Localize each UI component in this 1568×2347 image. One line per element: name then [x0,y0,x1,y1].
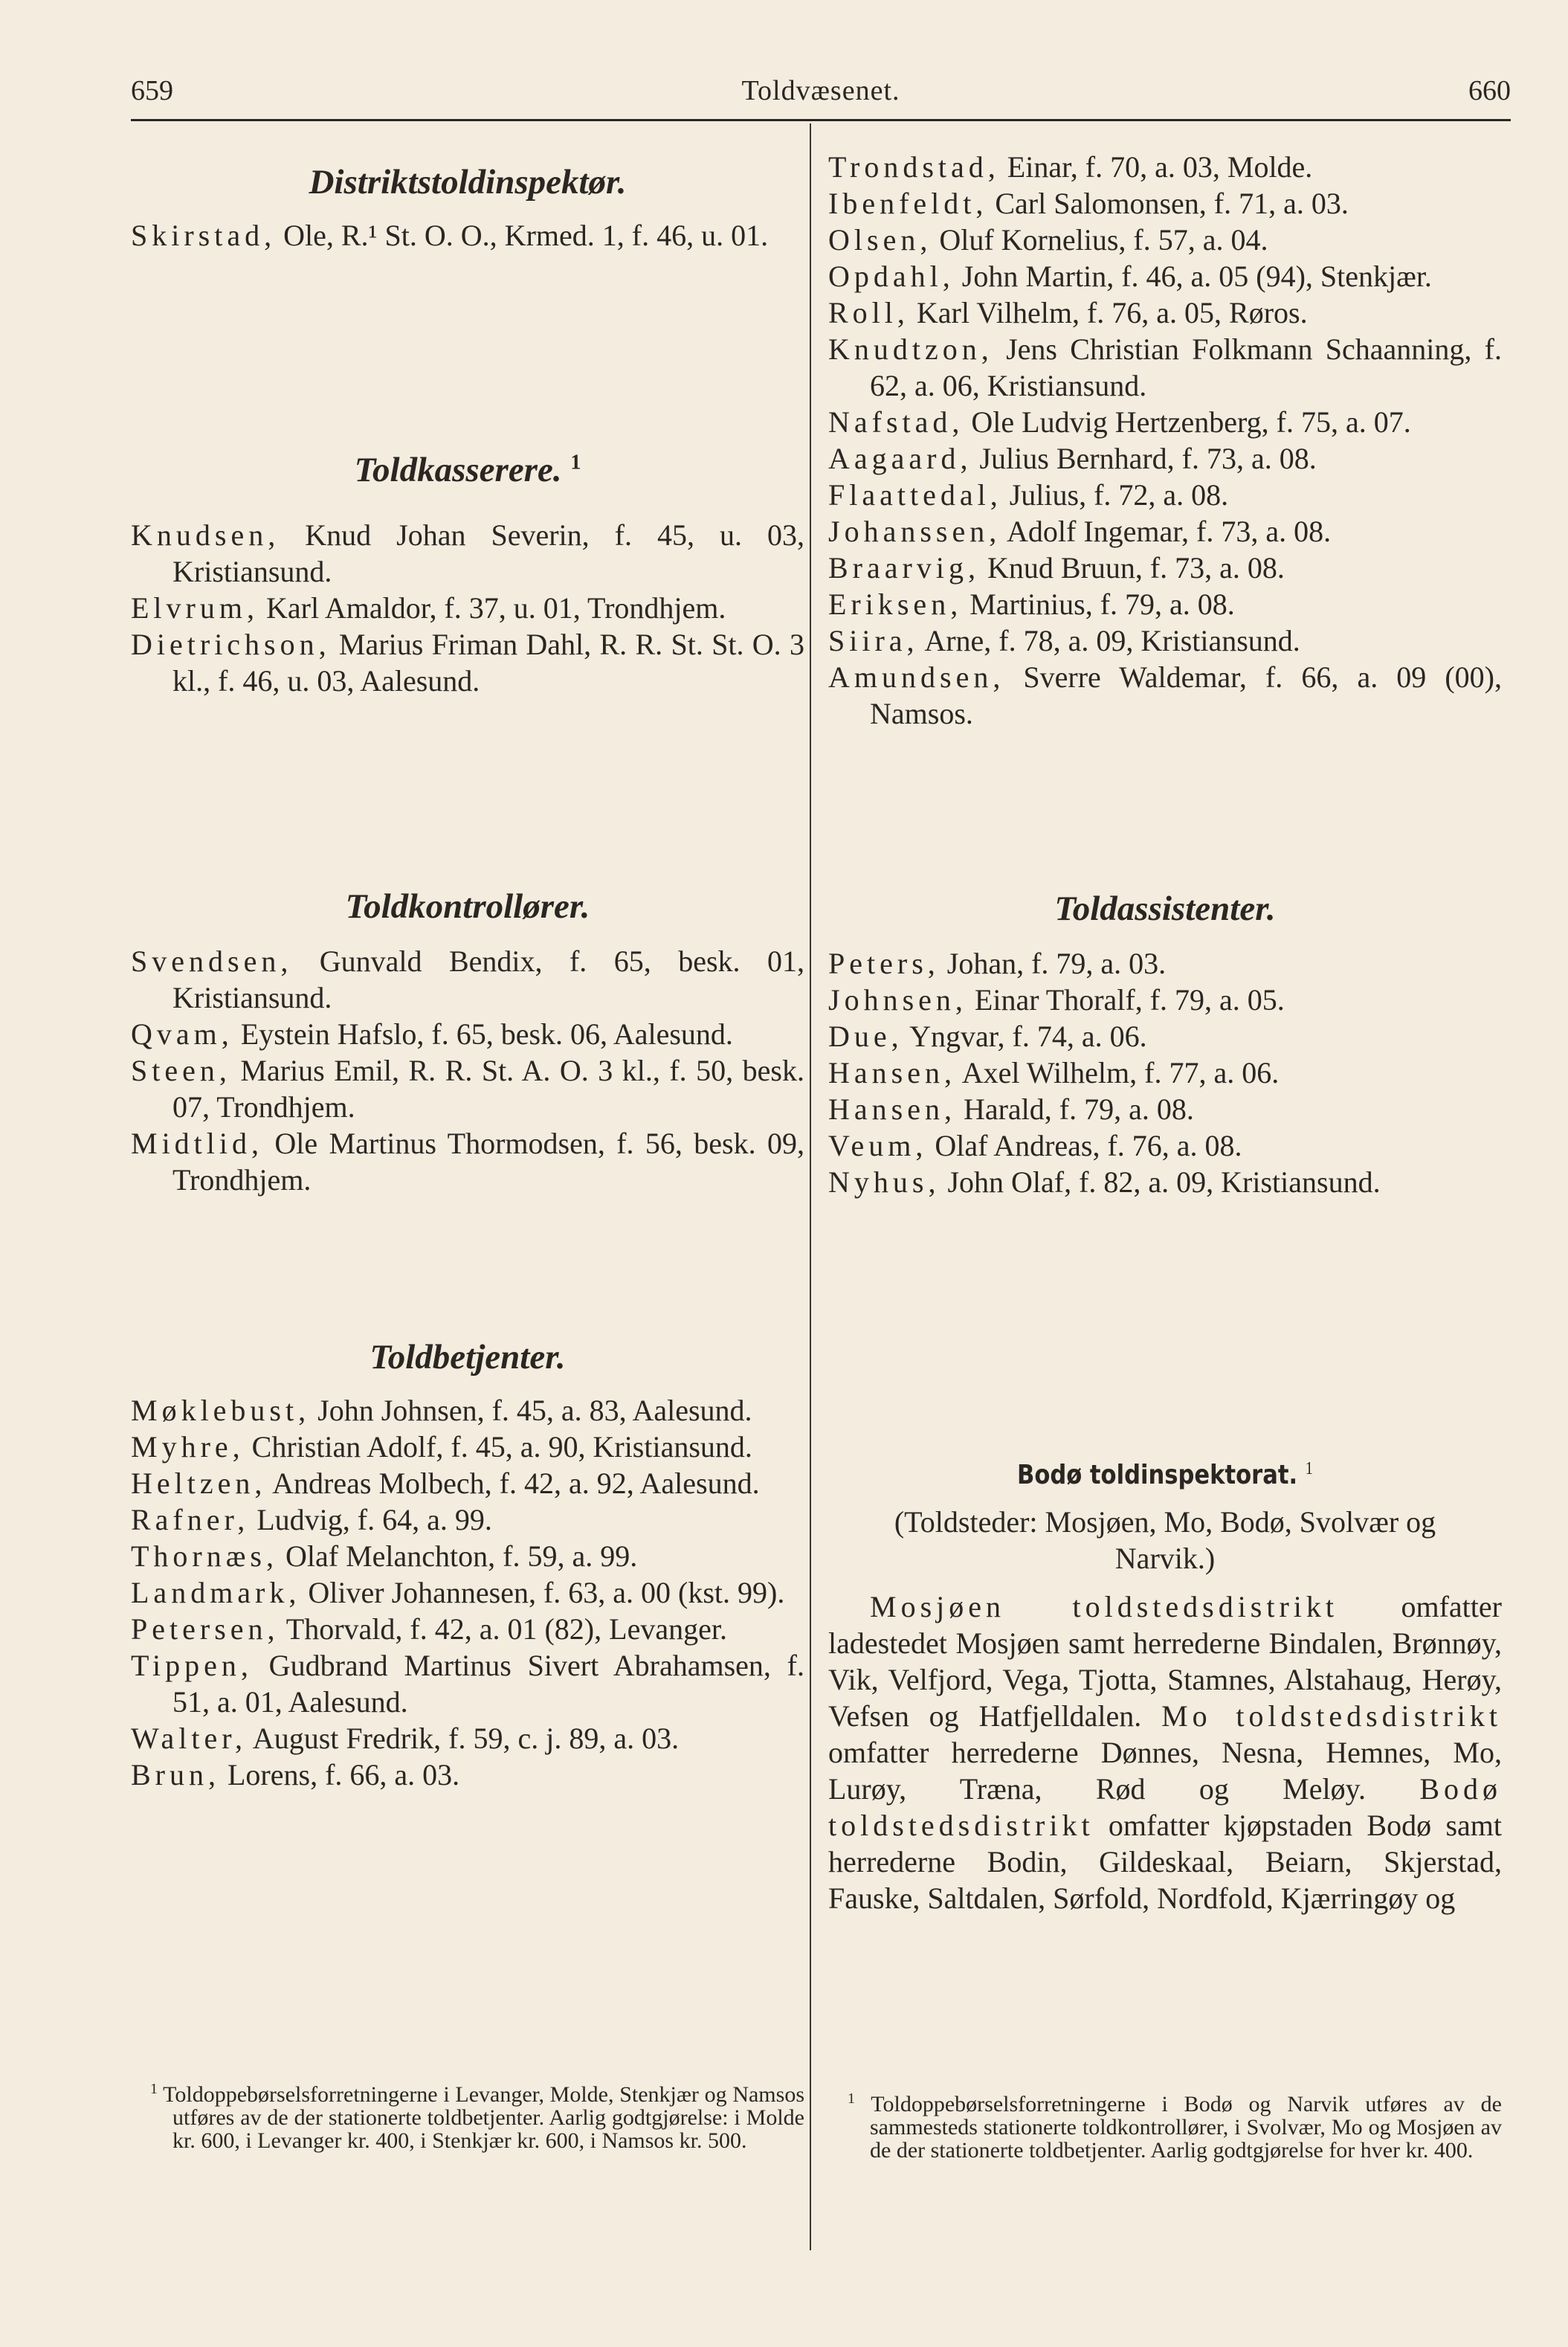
district-name: Mo toldstedsdistrikt [1161,1699,1502,1733]
entry-details: Oluf Kornelius, f. 57, a. 04. [932,223,1268,257]
district-name: Bodø toldstedsdistrikt [828,1772,1502,1842]
list-item [828,1091,1502,1127]
list-item [828,622,1502,659]
entry-name: Rafner, [131,1503,250,1536]
list-item [828,258,1502,294]
entry-name: Svendsen, [131,944,293,978]
entry-name: Veum, [828,1129,928,1162]
entry-name: Landmark, [131,1576,301,1609]
entry-name: Walter, [131,1722,248,1755]
footnote-mark: 1 [150,2081,158,2097]
section-bodo-toldinspektorat [828,1459,1502,1916]
list-item [828,550,1502,586]
section-title: Distriktstoldinspektør. [309,163,627,202]
entry-details: Gudbrand Martinus Sivert Abrahamsen, f. 51, a. 01, Aalesund. [172,1649,804,1719]
entry-details: Arne, f. 78, a. 09, Kristiansund. [918,624,1300,657]
list-item [131,1647,804,1720]
footnote-text [131,2078,804,2152]
entry-details: Thorvald, f. 42, a. 01 (82), Levanger. [279,1612,727,1646]
entry-details: Andreas Molbech, f. 42, a. 92, Aalesund. [266,1467,760,1500]
list-item [131,1016,804,1052]
entry-name: Thornæs, [131,1539,278,1573]
list-item [131,1574,804,1611]
list-item [131,217,804,254]
list-item [828,404,1502,440]
entry-name: Siira, [828,624,919,657]
list-item [131,517,804,590]
section-toldkasserere [131,450,804,699]
entry-name: Nafstad, [828,405,964,439]
entry-details: Julius Bernhard, f. 73, a. 08. [972,442,1317,475]
entry-details: Martinius, f. 79, a. 08. [962,587,1235,621]
list-item [828,294,1502,331]
entry-details: Julius, f. 72, a. 08. [1001,478,1229,512]
district-name: Mosjøen toldstedsdistrikt [870,1590,1339,1623]
paragraph-text: omfatter ladestedet Mosjøen samt herrederne Bindalen, Brønnøy, Vik, Velfjord, Vega, Tjotta, Stamnes, Alstahaug, Herøy, Vefsen og Hatfjelldalen. [828,1590,1502,1733]
entry-name: Steen, [131,1054,231,1087]
section-continued-list [828,149,1502,732]
list-item [131,1501,804,1538]
entry-name: Petersen, [131,1612,280,1646]
entry-details: Einar Thoralf, f. 79, a. 05. [967,983,1285,1017]
entry-details: John Olaf, f. 82, a. 09, Kristiansund. [940,1165,1381,1199]
entry-name: Tippen, [131,1649,253,1682]
entry-list [828,149,1502,732]
entry-name: Flaattedal, [828,478,1002,512]
entry-name: Hansen, [828,1092,956,1126]
entry-details: Ole Ludvig Hertzenberg, f. 75, a. 07. [964,405,1411,439]
entry-details: Olaf Andreas, f. 76, a. 08. [927,1129,1242,1162]
entry-details: Karl Vilhelm, f. 76, a. 05, Røros. [909,296,1308,329]
entry-name: Brun, [131,1758,220,1791]
entry-details: Marius Emil, R. R. St. A. O. 3 kl., f. 50, besk. 07, Trondhjem. [172,1054,804,1124]
entry-name: Braarvig, [828,551,980,585]
entry-name: Hansen, [828,1056,956,1089]
entry-details: Oliver Johannesen, f. 63, a. 00 (kst. 99). [300,1576,785,1609]
section-title: Toldassistenter. [1054,889,1276,928]
footnote-body: Toldoppebørselsforretningerne i Levanger, Molde, Stenkjær og Namsos utføres av de der stationerte toldbetjenter. Aarlig godtgjørelse: i Molde kr. 600, i Levanger kr. 400, i Stenkjær kr. 600, i Namsos kr. 500. [158,2082,804,2153]
list-item [131,1465,804,1501]
list-item [828,982,1502,1018]
entry-details: Olaf Melanchton, f. 59, a. 99. [278,1539,638,1573]
district-paragraph [828,1588,1502,1916]
entry-name: Amundsen, [828,660,1005,694]
entry-name: Midtlid, [131,1127,264,1160]
entry-name: Aagaard, [828,442,972,475]
running-title: Toldvæsenet. [741,75,900,106]
list-item [828,1055,1502,1091]
list-item [828,659,1502,732]
column-divider [810,123,811,2250]
list-item [131,943,804,1016]
entry-details: Adolf Ingemar, f. 73, a. 08. [1001,515,1332,548]
entry-list [131,943,804,1198]
list-item [131,590,804,626]
page-number-right: 660 [1468,75,1511,106]
entry-name: Myhre, [131,1430,245,1464]
section-toldkontrollorer [131,886,804,1198]
section-title-text: Bodø toldinspektorat. [1017,1460,1298,1490]
entry-name: Dietrichson, [131,628,331,661]
paragraph-text: omfatter kjøpstaden Bodø samt herrederne Bodin, Gildeskaal, Beiarn, Skjerstad, Fauske, Saltdalen, Sørfold, Nordfold, Kjærringøy og [828,1809,1502,1915]
list-item [131,1125,804,1198]
section-title [879,1459,1451,1490]
entry-name: Ibenfeldt, [828,187,988,220]
list-item [131,1757,804,1793]
entry-name: Due, [828,1020,903,1053]
list-item [828,185,1502,222]
list-item [131,1720,804,1757]
entry-list [828,945,1502,1200]
entry-name: Olsen, [828,223,932,257]
paragraph-text: omfatter herrederne Dønnes, Nesna, Hemnes, Mo, Lurøy, Træna, Rød og Meløy. [828,1736,1502,1806]
entry-name: Knudsen, [131,518,280,552]
section-title-text: Toldkasserere. [354,451,562,489]
entry-details: Gunvald Bendix, f. 65, besk. 01, Kristiansund. [172,944,804,1014]
list-item [131,1538,804,1574]
footnote-text [828,2087,1502,2162]
list-item [131,626,804,699]
list-item [828,1127,1502,1164]
section-title [131,450,804,490]
entry-details: Eystein Hafslo, f. 65, besk. 06, Aalesund. [233,1017,733,1051]
list-item [131,1392,804,1429]
entry-details: Axel Wilhelm, f. 77, a. 06. [955,1056,1280,1089]
entry-details: Einar, f. 70, a. 03, Molde. [999,150,1313,184]
entry-name: Heltzen, [131,1467,267,1500]
footnote-ref: 1 [570,451,581,474]
entry-list [131,217,804,254]
entry-list [131,1392,804,1793]
entry-name: Roll, [828,296,909,329]
entry-details: Knud Johan Severin, f. 45, u. 03, Kristiansund. [172,518,804,588]
list-item [828,222,1502,258]
entry-details: August Fredrik, f. 59, c. j. 89, a. 03. [247,1722,680,1755]
entry-details: Johan, f. 79, a. 03. [939,947,1167,980]
section-subtitle: (Toldsteder: Mosjøen, Mo, Bodø, Svolvær og Narvik.) [894,1505,1436,1575]
footnote-body: Toldoppebørselsforretningerne i Bodø og Narvik utføres av de sammesteds stationerte toldkontrollører, i Svolvær, Mo og Mosjøen av de der stationerte toldbetjenter. Aarlig godtgjørelse for hver kr. 400. [855,2092,1502,2163]
entry-name: Opdahl, [828,260,955,293]
page-header [131,74,1511,116]
footnote-ref: 1 [1305,1459,1313,1478]
list-item [828,586,1502,622]
entry-details: Knud Bruun, f. 73, a. 08. [979,551,1285,585]
entry-details: Yngvar, f. 74, a. 06. [903,1020,1147,1053]
list-item [828,440,1502,477]
section-title: Toldbetjenter. [370,1338,566,1377]
entry-details: Christian Adolf, f. 45, a. 90, Kristiansund. [244,1430,752,1464]
list-item [828,477,1502,513]
list-item [131,1052,804,1125]
list-item [131,1611,804,1647]
entry-name: Knudtzon, [828,332,993,366]
entry-details: Karl Amaldor, f. 37, u. 01, Trondhjem. [258,591,726,625]
footnote-right [828,2087,1502,2162]
entry-details: Sverre Waldemar, f. 66, a. 09 (00), Namsos. [870,660,1502,730]
entry-name: Eriksen, [828,587,963,621]
page-number-left: 659 [131,75,173,106]
entry-details: Jens Christian Folkmann Schaanning, f. 62, a. 06, Kristiansund. [870,332,1502,402]
footnote-left [131,2078,804,2152]
entry-name: Johnsen, [828,983,967,1017]
entry-details: Lorens, f. 66, a. 03. [220,1758,460,1791]
list-item [828,513,1502,550]
entry-name: Peters, [828,947,940,980]
list-item [828,331,1502,404]
section-toldbetjenter [131,1337,804,1793]
entry-details: Harald, f. 79, a. 08. [955,1092,1194,1126]
entry-details: Marius Friman Dahl, R. R. St. St. O. 3 kl., f. 46, u. 03, Aalesund. [172,628,804,698]
header-rule [131,119,1511,121]
entry-name: Møklebust, [131,1394,311,1427]
list-item [828,1164,1502,1200]
entry-name: Nyhus, [828,1165,941,1199]
entry-name: Skirstad, [131,219,277,252]
entry-details: Ole Martinus Thormodsen, f. 56, besk. 09, Trondhjem. [172,1127,804,1197]
entry-name: Trondstad, [828,150,1000,184]
section-distriktstoldinspektor [131,162,804,254]
entry-details: Ludvig, f. 64, a. 99. [249,1503,492,1536]
entry-details: Ole, R.¹ St. O. O., Krmed. 1, f. 46, u. 01. [276,219,769,252]
entry-name: Elvrum, [131,591,259,625]
entry-name: Qvam, [131,1017,233,1051]
list-item [828,945,1502,982]
entry-details: John Martin, f. 46, a. 05 (94), Stenkjær. [954,260,1432,293]
entry-details: Carl Salomonsen, f. 71, a. 03. [987,187,1349,220]
list-item [131,1429,804,1465]
list-item [828,1018,1502,1055]
entry-name: Johanssen, [828,515,1001,548]
footnote-mark: 1 [848,2090,855,2107]
entry-details: John Johnsen, f. 45, a. 83, Aalesund. [310,1394,752,1427]
section-toldassistenter [828,889,1502,1200]
list-item [828,149,1502,185]
section-title: Toldkontrollører. [345,887,590,926]
entry-list [131,517,804,699]
